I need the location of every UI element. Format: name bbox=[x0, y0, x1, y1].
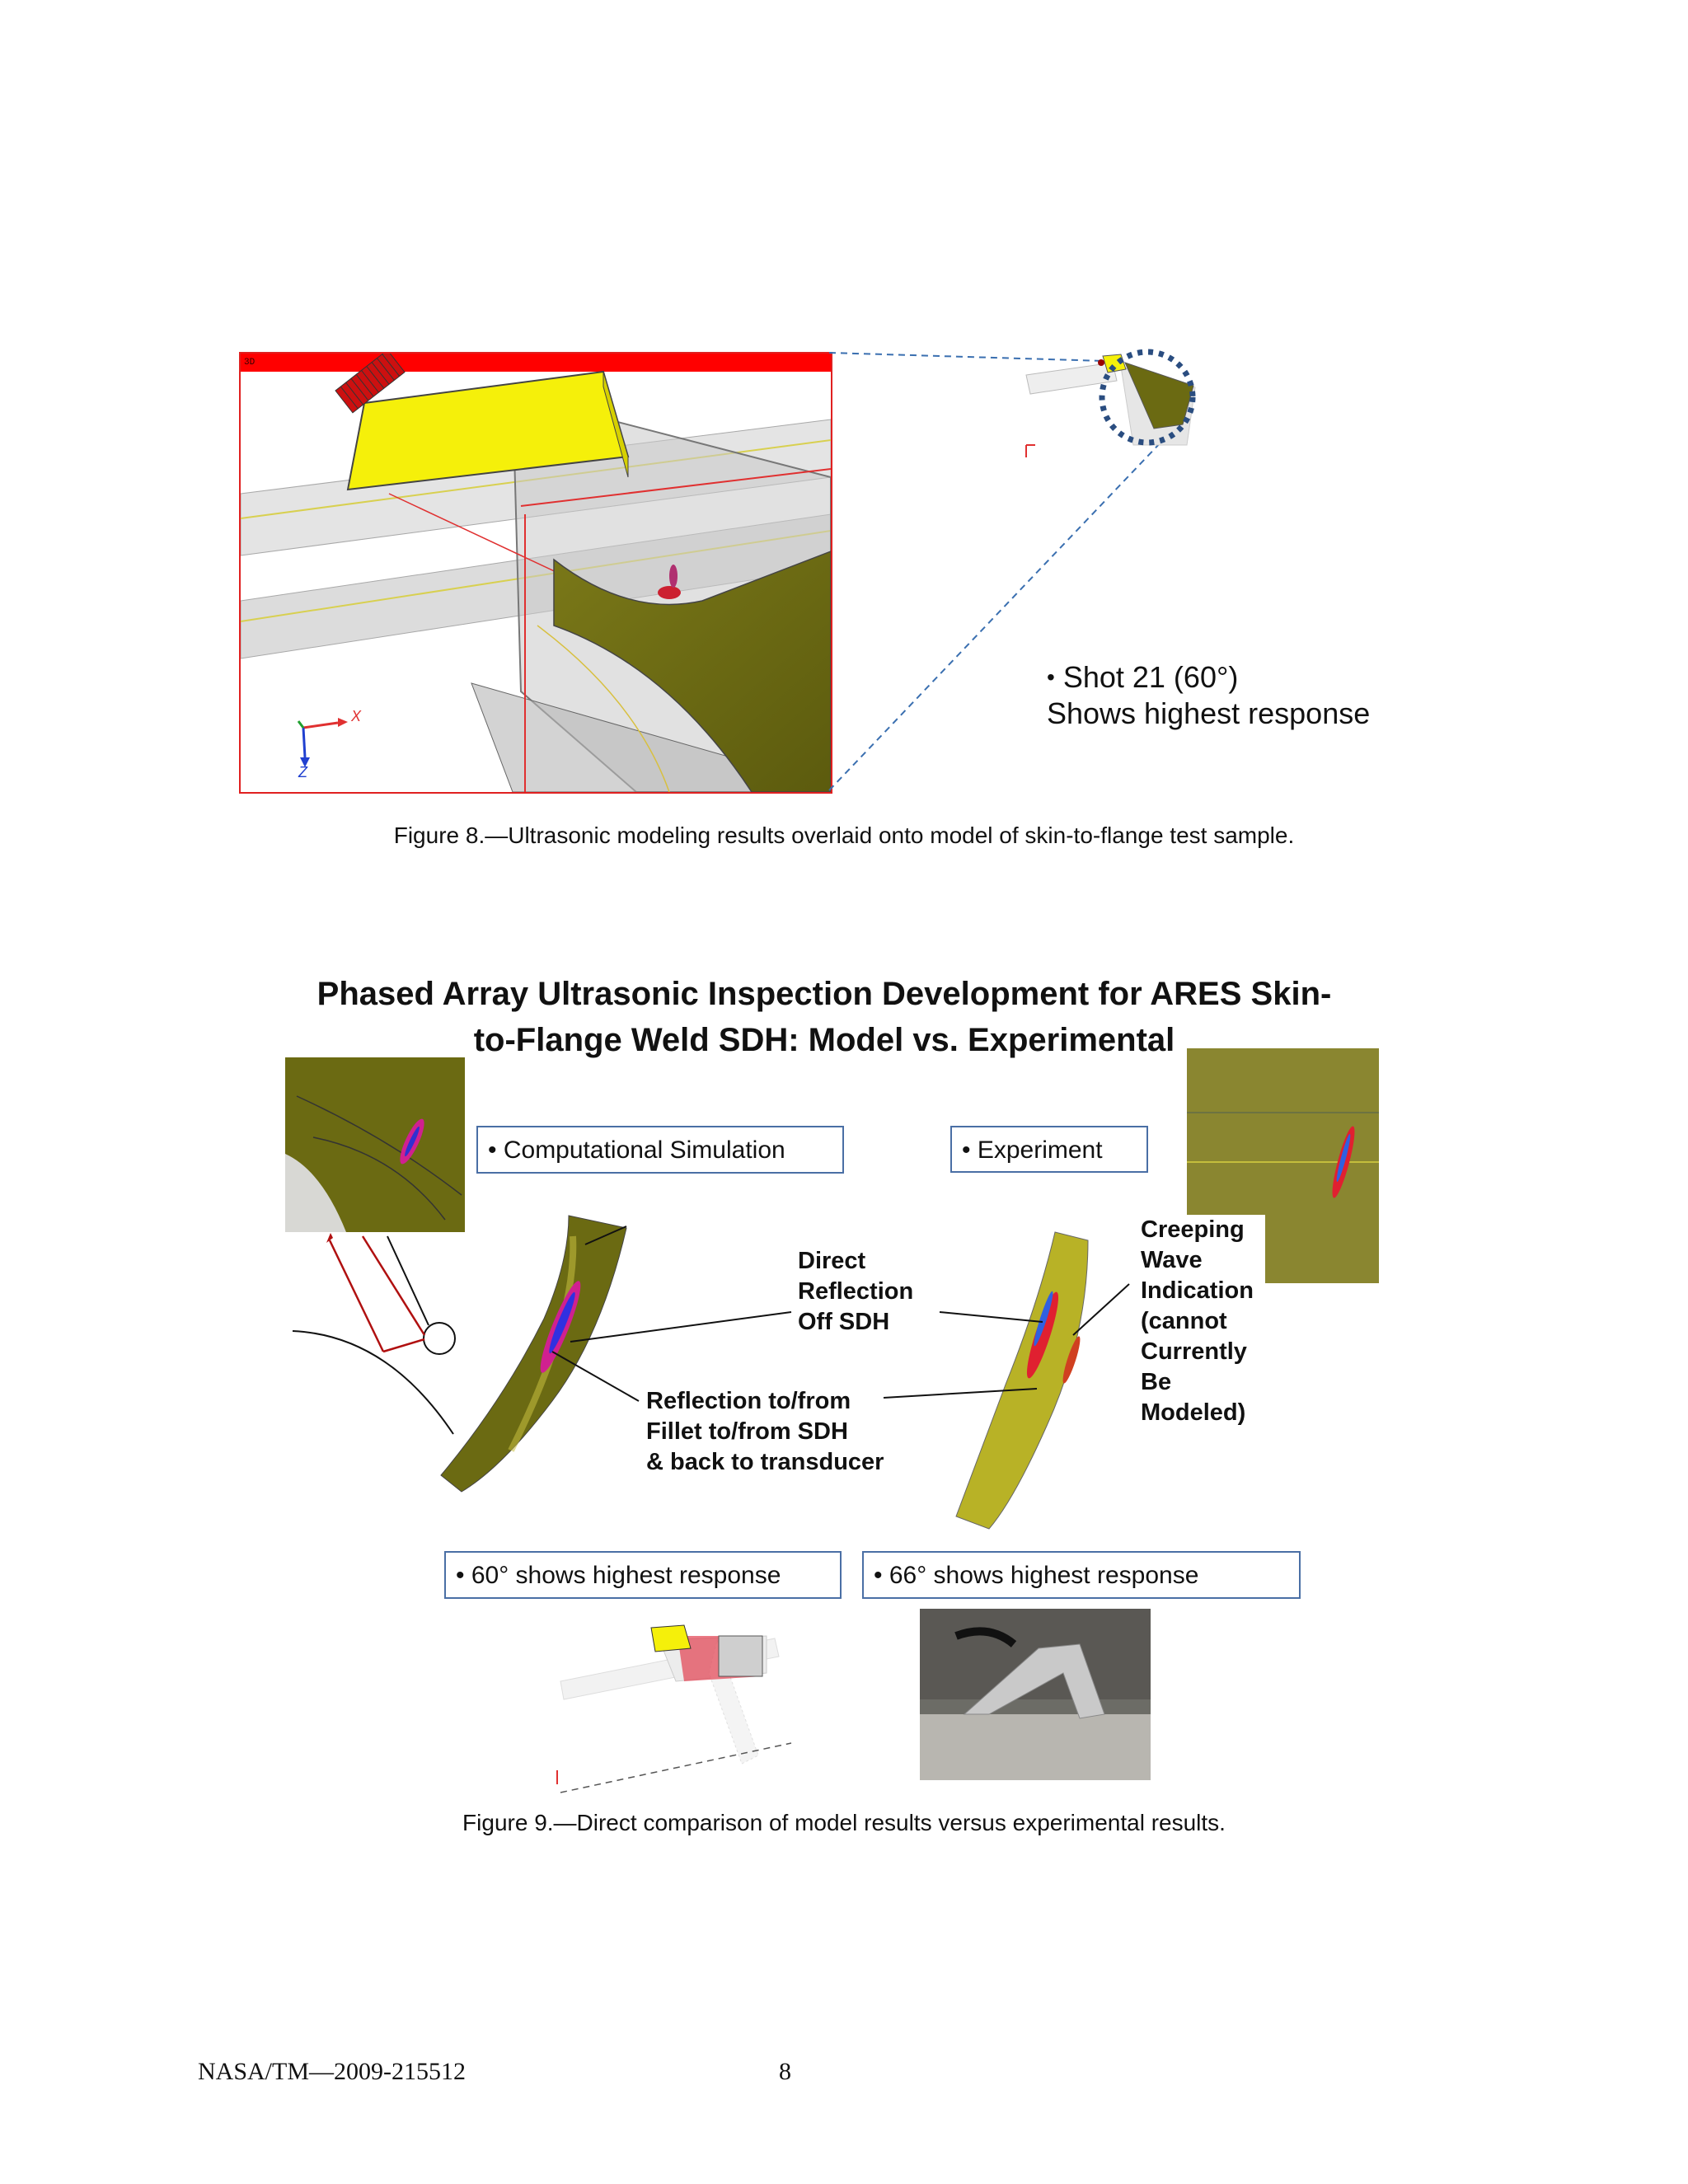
bottom-model-render bbox=[557, 1625, 791, 1793]
simulation-thumbnail bbox=[285, 1057, 465, 1232]
slide-title-line2: to-Flange Weld SDH: Model vs. Experimental bbox=[473, 1022, 1175, 1058]
shot-note-label: Shot 21 (60°) bbox=[1062, 660, 1239, 694]
anno-direct-line: Direct bbox=[798, 1248, 866, 1274]
slide-title-line1: Phased Array Ultrasonic Inspection Development for ARES Skin- bbox=[316, 976, 1332, 1012]
sixty-six-degree-label-box: • 66° shows highest response bbox=[862, 1551, 1301, 1599]
anno-fillet-line: & back to transducer bbox=[646, 1449, 884, 1475]
figure9-caption: Figure 9.—Direct comparison of model results versus experimental results. bbox=[462, 1810, 1226, 1835]
anno-direct-line: Reflection bbox=[798, 1278, 914, 1305]
fillet-reflection-annotation bbox=[646, 1386, 884, 1478]
shot-note-line1: • Shot 21 (60°) bbox=[1047, 660, 1239, 694]
experiment-label-box: • Experiment bbox=[950, 1126, 1148, 1173]
anno-creeping-line: Creeping bbox=[1141, 1216, 1245, 1243]
shot-note-line2: Shows highest response bbox=[1047, 696, 1371, 730]
page-number: 8 bbox=[779, 2058, 791, 2085]
anno-creeping-line: Modeled) bbox=[1141, 1399, 1246, 1426]
axis-z-label: Z bbox=[298, 764, 307, 780]
anno-creeping-line: (cannot bbox=[1141, 1308, 1227, 1334]
viewport-tag: 3D bbox=[244, 358, 256, 368]
sixty-degree-label-box: • 60° shows highest response bbox=[444, 1551, 842, 1599]
report-id: NASA/TM—2009-215512 bbox=[198, 2058, 467, 2085]
anno-direct-line: Off SDH bbox=[798, 1309, 890, 1335]
anno-creeping-line: Currently bbox=[1141, 1338, 1247, 1365]
experiment-scan-image bbox=[956, 1232, 1088, 1529]
ray-diagram bbox=[293, 1233, 455, 1434]
anno-fillet-line: Fillet to/from SDH bbox=[646, 1418, 848, 1445]
direct-reflection-annotation bbox=[798, 1246, 913, 1338]
creeping-wave-annotation bbox=[1134, 1215, 1265, 1428]
anno-creeping-line: Indication bbox=[1141, 1277, 1254, 1304]
axis-x-label: X bbox=[351, 708, 362, 724]
figure8-caption: Figure 8.—Ultrasonic modeling results overlaid onto model of skin-to-flange test sample. bbox=[393, 823, 1295, 848]
anno-creeping-line: Wave bbox=[1141, 1247, 1203, 1273]
experiment-photo bbox=[920, 1609, 1151, 1780]
simulation-scan-image bbox=[441, 1216, 626, 1492]
simulation-label-box: • Computational Simulation bbox=[476, 1126, 844, 1174]
anno-fillet-line: Reflection to/from bbox=[646, 1388, 851, 1414]
anno-creeping-line: Be bbox=[1141, 1369, 1172, 1395]
